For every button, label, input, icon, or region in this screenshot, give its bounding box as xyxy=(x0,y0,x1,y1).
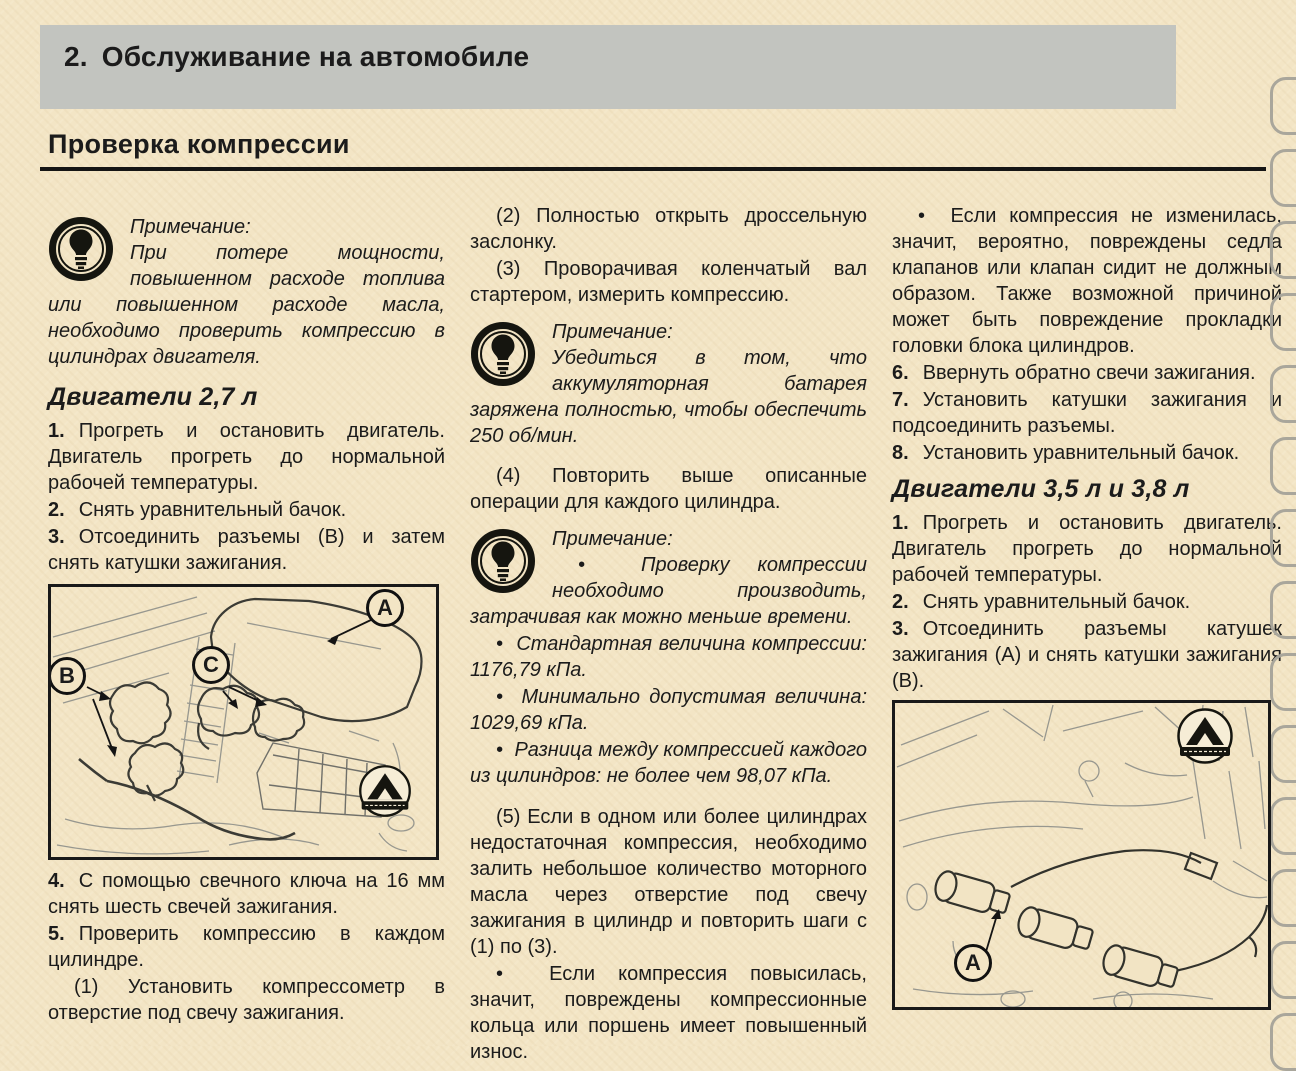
callout-a: A xyxy=(954,944,992,982)
step xyxy=(48,418,445,496)
step-text: Ввернуть обратно свечи зажигания. xyxy=(922,362,1256,384)
substep: (3) Проворачивая коленчатый вал стартером, измерить компрессию. xyxy=(470,258,867,306)
heading-engines-27l: Двигатели 2,7 л xyxy=(48,383,258,411)
lightbulb-icon xyxy=(48,216,114,282)
heading-engines-35l-38l: Двигатели 3,5 л и 3,8 л xyxy=(892,475,1190,503)
bullet-paragraph: • Если компрессия повысилась, значит, повреждены компрессионные кольца или поршень имеет повышенный износ. xyxy=(470,963,867,1063)
lightbulb-icon xyxy=(470,321,536,387)
step-text: Проверить компрессию в каждом цилиндре. xyxy=(48,923,445,971)
step-number: 2. xyxy=(48,499,65,521)
binder-tab xyxy=(1270,365,1296,423)
step-text: Отсоединить разъемы (В) и затем снять катушки зажигания. xyxy=(48,526,445,574)
manual-page xyxy=(0,25,1296,1063)
content-columns xyxy=(48,203,1296,1066)
binder-tab xyxy=(1270,149,1296,207)
bullet-paragraph: • Если компрессия не изменилась, значит, вероятно, повреждены седла клапанов или клапан сидит не должным образом. Также возможной причиной может быть повреждение прокладки головки блока цилиндров. xyxy=(892,205,1282,357)
substep: (1) Установить компрессометр в отверстие под свечу зажигания. xyxy=(48,976,445,1024)
substep: (2) Полностью открыть дроссельную заслонку. xyxy=(470,205,867,253)
step-text: Прогреть и остановить двигатель. Двигатель прогреть до нормальной рабочей температуры. xyxy=(48,420,445,494)
step-text: С помощью свечного ключа на 16 мм снять шесть свечей зажигания. xyxy=(48,870,445,918)
figure-engine-bay-27l xyxy=(48,584,439,860)
note-block xyxy=(470,319,867,449)
column-left xyxy=(48,203,445,1066)
chapter-number: 2. xyxy=(64,41,88,72)
substep: (4) Повторить выше описанные операции для каждого цилиндра. xyxy=(470,465,867,513)
step-text: Установить уравнительный бачок. xyxy=(922,442,1240,464)
step-text: Отсоединить разъемы катушек зажигания (А) и снять катушки зажигания (В). xyxy=(892,618,1282,692)
step-text: Снять уравнительный бачок. xyxy=(922,591,1191,613)
step-text: Прогреть и остановить двигатель. Двигатель прогреть до нормальной рабочей температуры. xyxy=(892,512,1282,586)
step-number: 4. xyxy=(48,870,65,892)
step-text: Снять уравнительный бачок. xyxy=(78,499,347,521)
chapter-title: Обслуживание на автомобиле xyxy=(101,41,530,72)
step-number: 7. xyxy=(892,389,909,411)
note-text: При потере мощности, повышенном расходе топлива или повышенном расходе масла, необходимо проверить компрессию в цилиндрах двигателя. xyxy=(48,242,445,368)
column-middle xyxy=(470,203,867,1066)
step xyxy=(48,524,445,576)
step-number: 6. xyxy=(892,362,909,384)
binder-tab xyxy=(1270,221,1296,279)
step xyxy=(892,440,1282,466)
callout-c: C xyxy=(192,646,230,684)
note-text: Убедиться в том, что аккумуляторная батарея заряжена полностью, чтобы обеспечить 250 об/мин. xyxy=(470,347,867,447)
step-number: 3. xyxy=(48,526,65,548)
note-bullet: • Стандартная величина компрессии: 1176,79 кПа. xyxy=(470,633,867,681)
step-number: 5. xyxy=(48,923,65,945)
step-number: 1. xyxy=(892,512,909,534)
note-block xyxy=(470,526,867,790)
callout-b: B xyxy=(48,657,86,695)
note-bullet: • Проверку компрессии необходимо производить, затрачивая как можно меньше времени. xyxy=(470,554,867,628)
note-bullet: • Разница между компрессией каждого из цилиндров: не более чем 98,07 кПа. xyxy=(470,739,867,787)
step-number: 1. xyxy=(48,420,65,442)
callout-a: A xyxy=(366,589,404,627)
binder-tab xyxy=(1270,77,1296,135)
step xyxy=(892,616,1282,694)
binder-tab xyxy=(1270,1013,1296,1071)
step xyxy=(48,868,445,920)
column-right xyxy=(892,203,1282,1066)
step-number: 2. xyxy=(892,591,909,613)
binder-tab xyxy=(1270,581,1296,639)
figure-ignition-coils-35l xyxy=(892,700,1271,1010)
step xyxy=(892,387,1282,439)
binder-tab xyxy=(1270,941,1296,999)
watermark-logo xyxy=(357,763,413,819)
note-label: Примечание: xyxy=(130,216,251,238)
note-block xyxy=(48,214,445,370)
binder-tab xyxy=(1270,509,1296,567)
step xyxy=(892,360,1282,386)
note-bullet: • Минимально допустимая величина: 1029,69 кПа. xyxy=(470,686,867,734)
note-label: Примечание: xyxy=(552,321,673,343)
chapter-header xyxy=(40,25,1176,109)
step-number: 3. xyxy=(892,618,909,640)
substep: (5) Если в одном или более цилиндрах недостаточная компрессия, необходимо залить небольшое количество моторного масла через отверстие под свечу зажигания в цилиндр и повторить шаги с (1) по (3). xyxy=(470,806,867,958)
binder-tab xyxy=(1270,293,1296,351)
binder-tab xyxy=(1270,653,1296,711)
binder-tab xyxy=(1270,437,1296,495)
binder-tab xyxy=(1270,725,1296,783)
step xyxy=(48,497,445,523)
step xyxy=(48,921,445,973)
step-text: Установить катушки зажигания и подсоединить разъемы. xyxy=(892,389,1282,437)
watermark-logo xyxy=(1175,706,1235,766)
lightbulb-icon xyxy=(470,528,536,594)
binding-tabs xyxy=(1270,77,1296,1071)
binder-tab xyxy=(1270,869,1296,927)
step-number: 8. xyxy=(892,442,909,464)
note-label: Примечание: xyxy=(552,528,673,550)
page-title: Проверка компрессии xyxy=(40,129,1266,171)
step xyxy=(892,510,1282,588)
binder-tab xyxy=(1270,797,1296,855)
step xyxy=(892,589,1282,615)
